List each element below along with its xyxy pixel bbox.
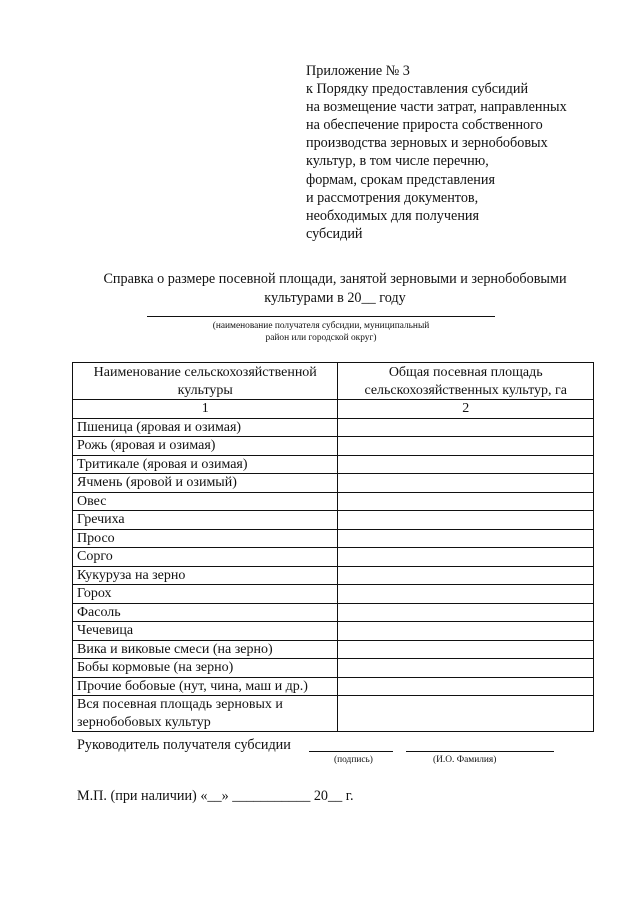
total-label-line-1: Вся посевная площадь зерновых и: [77, 697, 283, 712]
area-input-cell[interactable]: [338, 548, 594, 567]
crop-name-cell: Фасоль: [73, 603, 338, 622]
crop-name-cell: Чечевица: [73, 622, 338, 641]
table-row: [73, 455, 594, 474]
table-row: [73, 585, 594, 604]
table-row: [73, 622, 594, 641]
recipient-caption-line-2: район или городской округ): [265, 332, 377, 343]
table-header-row: [73, 363, 594, 400]
appendix-line: к Порядку предоставления субсидий: [306, 81, 529, 98]
table-row: [73, 659, 594, 678]
crop-name-cell: Сорго: [73, 548, 338, 567]
table-row: [73, 548, 594, 567]
crop-area-table: [72, 362, 594, 732]
total-label-cell: [73, 696, 338, 732]
crop-name-cell: Рожь (яровая и озимая): [73, 437, 338, 456]
column-number: 2: [338, 400, 594, 419]
total-label-line-2: зернобобовых культур: [77, 714, 211, 730]
table-row: [73, 511, 594, 530]
signature-label: Руководитель получателя субсидии: [77, 737, 291, 753]
table-row: [73, 437, 594, 456]
area-input-cell[interactable]: [338, 511, 594, 530]
full-name-caption: (И.О. Фамилия): [433, 755, 497, 765]
crop-name-cell: Вика и виковые смеси (на зерно): [73, 640, 338, 659]
table-row: [73, 418, 594, 437]
area-input-cell[interactable]: [338, 659, 594, 678]
crop-name-cell: Гречиха: [73, 511, 338, 530]
recipient-caption: [150, 321, 492, 344]
appendix-line: необходимых для получения: [306, 207, 480, 224]
appendix-line: производства зерновых и зернобобовых: [306, 135, 548, 152]
appendix-line: культур, в том числе перечню,: [306, 153, 489, 170]
total-area-input-cell[interactable]: [338, 696, 594, 732]
area-input-cell[interactable]: [338, 622, 594, 641]
area-input-cell[interactable]: [338, 474, 594, 493]
table-row: [73, 492, 594, 511]
crop-name-cell: Бобы кормовые (на зерно): [73, 659, 338, 678]
full-name-field[interactable]: [406, 751, 554, 752]
stamp-date-line: М.П. (при наличии) «__» ___________ 20__ г.: [77, 788, 354, 804]
crop-name-cell: Пшеница (яровая и озимая): [73, 418, 338, 437]
appendix-line: Приложение № 3: [306, 63, 410, 79]
table-row: [73, 640, 594, 659]
header-total-area: Общая посевная площадь сельскохозяйственных культур, га: [338, 363, 594, 400]
appendix-line: на обеспечение прироста собственного: [306, 117, 543, 134]
area-input-cell[interactable]: [338, 455, 594, 474]
appendix-block: [306, 62, 606, 243]
table-row: [73, 566, 594, 585]
crop-name-cell: Горох: [73, 585, 338, 604]
appendix-line: субсидий: [306, 225, 363, 242]
crop-name-cell: Овес: [73, 492, 338, 511]
column-number-row: [73, 400, 594, 419]
crop-name-cell: Тритикале (яровая и озимая): [73, 455, 338, 474]
appendix-line: на возмещение части затрат, направленных: [306, 99, 567, 116]
area-input-cell[interactable]: [338, 566, 594, 585]
recipient-name-field[interactable]: [147, 316, 495, 317]
recipient-caption-line-1: (наименование получателя субсидии, муниципальный: [212, 321, 430, 331]
area-input-cell[interactable]: [338, 492, 594, 511]
crop-name-cell: Кукуруза на зерно: [73, 566, 338, 585]
title-line-1: Справка о размере посевной площади, занятой зерновыми и зернобобовыми: [103, 271, 567, 287]
crop-name-cell: Просо: [73, 529, 338, 548]
column-number: 1: [73, 400, 338, 419]
crop-name-cell: Прочие бобовые (нут, чина, маш и др.): [73, 677, 338, 696]
table-row: [73, 603, 594, 622]
header-crop-name: Наименование сельскохозяйственной культуры: [73, 363, 338, 400]
appendix-line: и рассмотрения документов,: [306, 189, 479, 206]
area-input-cell[interactable]: [338, 603, 594, 622]
table-row: [73, 529, 594, 548]
signature-field[interactable]: [309, 751, 393, 752]
title-line-2: культурами в 20__ году: [264, 290, 406, 306]
appendix-line: формам, срокам представления: [306, 171, 495, 188]
signature-caption: (подпись): [334, 755, 373, 765]
area-input-cell[interactable]: [338, 418, 594, 437]
area-input-cell[interactable]: [338, 677, 594, 696]
area-input-cell[interactable]: [338, 437, 594, 456]
table-row: [73, 474, 594, 493]
area-input-cell[interactable]: [338, 529, 594, 548]
area-input-cell[interactable]: [338, 640, 594, 659]
crop-name-cell: Ячмень (яровой и озимый): [73, 474, 338, 493]
total-row: [73, 696, 594, 732]
table-row: [73, 677, 594, 696]
area-input-cell[interactable]: [338, 585, 594, 604]
document-title: [60, 270, 610, 308]
